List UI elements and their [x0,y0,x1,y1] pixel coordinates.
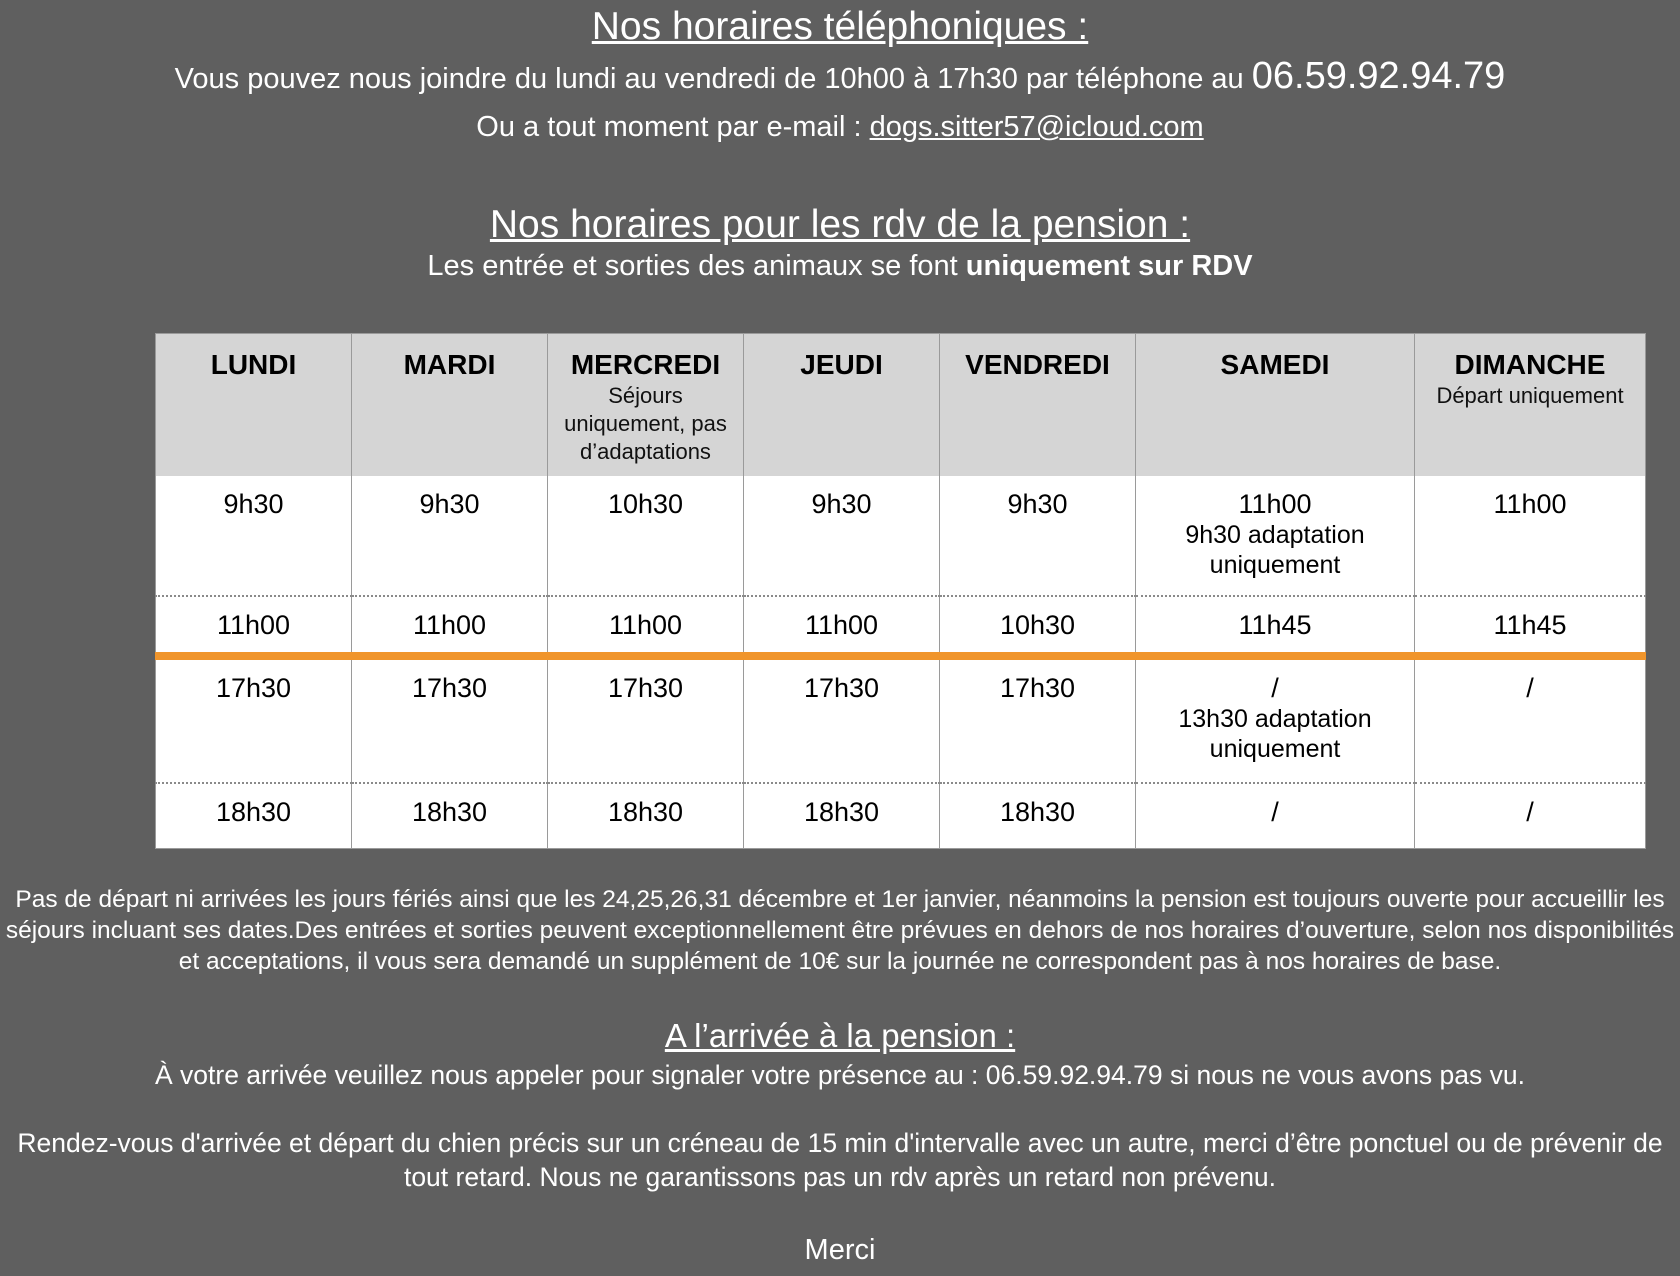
time-cell [548,656,744,783]
time-value: / [1271,796,1279,827]
schedule-row-morning-in [156,476,1646,596]
day-note: Départ uniquement [1436,383,1624,408]
day-name: VENDREDI [965,349,1110,380]
time-note: 9h30 adaptation uniquement [1185,520,1365,579]
time-cell [156,596,352,656]
day-header-lundi [156,334,352,476]
time-cell [940,656,1136,783]
time-cell [744,656,940,783]
time-cell [1136,476,1415,596]
time-cell [940,596,1136,656]
time-cell [940,783,1136,849]
email-line [0,107,1680,147]
time-value: / [1526,796,1534,827]
day-header-jeudi [744,334,940,476]
arrival-title: A l’arrivée à la pension : [664,1017,1016,1054]
day-header-samedi [1136,334,1415,476]
time-note: 13h30 adaptation uniquement [1178,704,1372,763]
time-cell [1415,783,1646,849]
phone-hours-title: Nos horaires téléphoniques : [591,5,1089,48]
phone-number[interactable]: 06.59.92.94.79 [1251,55,1506,97]
time-cell [744,783,940,849]
schedule-header-row [156,334,1646,476]
time-value: 10h30 [999,609,1076,640]
time-cell [1415,476,1646,596]
holidays-notice: Pas de départ ni arrivées les jours fériés ainsi que les 24,25,26,31 décembre et 1er janvier, néanmoins la pension est toujours ouverte pour accueillir les séjours incluant ses dates.Des entrées et sorties peuvent exceptionnellement être prévues en dehors de nos horaires d’ouverture, selon nos disponibilités et acceptations, il vous sera demandé un supplément de 10€ sur la journée ne correspondent pas à nos horaires de base. [5,886,1675,975]
time-value: 17h30 [411,672,488,703]
rdv-text: Les entrée et sorties des animaux se font [427,250,958,282]
schedule-row-evening-out [156,783,1646,849]
time-value: 9h30 [1007,488,1068,519]
time-cell [352,596,548,656]
time-value: 11h00 [608,609,683,640]
time-cell [1136,783,1415,849]
time-cell [156,783,352,849]
time-value: 9h30 [419,488,480,519]
time-cell [744,596,940,656]
time-value: 17h30 [803,672,880,703]
time-value: 18h30 [215,796,292,827]
day-name: SAMEDI [1220,349,1330,380]
day-header-mardi [352,334,548,476]
time-cell [548,596,744,656]
time-value: 17h30 [999,672,1076,703]
day-name: DIMANCHE [1454,349,1606,380]
time-value: 17h30 [607,672,684,703]
time-value: 18h30 [803,796,880,827]
day-name: MERCREDI [570,349,721,380]
time-cell [1415,596,1646,656]
time-cell [352,476,548,596]
time-value: 11h45 [1493,609,1567,640]
time-value: 11h45 [1238,609,1312,640]
day-note: Séjours uniquement, pas d’adaptations [564,383,727,464]
time-value: 9h30 [223,488,284,519]
time-cell [352,783,548,849]
time-value: 11h00 [412,609,487,640]
time-value: 10h30 [607,488,684,519]
time-value: 17h30 [215,672,292,703]
time-cell [156,656,352,783]
time-value: 18h30 [411,796,488,827]
time-value: 11h00 [216,609,291,640]
time-cell [1136,596,1415,656]
time-cell [352,656,548,783]
time-value: / [1271,672,1279,703]
time-value: 9h30 [811,488,872,519]
punctuality-text: Rendez-vous d'arrivée et départ du chien précis sur un créneau de 15 min d'intervalle avec un autre, merci d’être ponctuel ou de prévenir de tout retard. Nous ne garantissons pas un rdv après un retard non prévenu. [17,1128,1663,1192]
phone-hours-sentence: Vous pouvez nous joindre du lundi au vendredi de 10h00 à 17h30 par téléphone au [174,63,1244,95]
time-value: 18h30 [607,796,684,827]
day-name: MARDI [403,349,496,380]
time-cell [744,476,940,596]
time-value: 18h30 [999,796,1076,827]
time-value: 11h00 [1238,488,1312,519]
time-cell [1415,656,1646,783]
rdv-text-bold: uniquement sur RDV [965,250,1253,282]
time-value: / [1526,672,1534,703]
time-value: 11h00 [804,609,879,640]
day-header-dimanche [1415,334,1646,476]
time-value: 11h00 [1493,488,1567,519]
email-prefix: Ou a tout moment par e-mail : [476,111,862,143]
schedule-row-evening-in [156,656,1646,783]
rdv-hours-title: Nos horaires pour les rdv de la pension : [489,203,1191,246]
time-cell [1136,656,1415,783]
schedule-table [155,333,1646,849]
day-header-vendredi [940,334,1136,476]
phone-hours-text [0,54,1680,101]
time-cell [548,783,744,849]
time-cell [940,476,1136,596]
arrival-text: À votre arrivée veuillez nous appeler pour signaler votre présence au : 06.59.92.94.79 si nous ne vous avons pas vu. [154,1060,1525,1090]
schedule-row-morning-out [156,596,1646,656]
thanks-text: Merci [804,1234,876,1266]
day-name: LUNDI [210,349,297,380]
time-cell [156,476,352,596]
email-link[interactable]: dogs.sitter57@icloud.com [869,111,1204,143]
day-name: JEUDI [800,349,883,380]
time-cell [548,476,744,596]
rdv-hours-text [0,248,1680,284]
day-header-mercredi [548,334,744,476]
